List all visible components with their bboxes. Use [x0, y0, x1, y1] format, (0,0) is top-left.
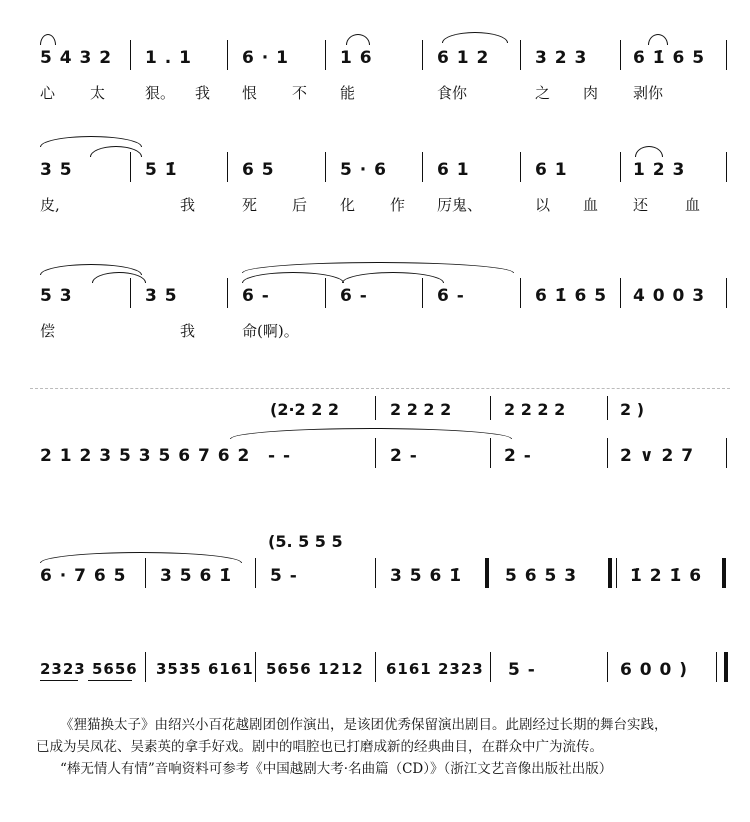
measure-4: 6 -	[340, 286, 368, 306]
lyric: 太	[90, 84, 106, 102]
barline	[607, 652, 608, 682]
barline	[490, 438, 491, 468]
slur	[40, 34, 56, 45]
slur	[342, 272, 444, 283]
final-barline	[724, 652, 728, 682]
measure-2: - -	[268, 446, 292, 466]
barline	[726, 152, 727, 182]
measure-3: 5656 1212	[266, 660, 364, 678]
barline	[726, 40, 727, 70]
barline	[227, 40, 228, 70]
measure-3: 5 -	[270, 566, 298, 586]
measure-1: 2 1 2 3 5 3 5 6 7 6 2	[40, 446, 251, 466]
lyric: 后	[292, 196, 308, 214]
slur	[242, 272, 344, 283]
barline	[130, 40, 131, 70]
footer-audio-reference: “棒无情人有情”音响资料可参考《中国越剧大考·名曲篇（CD）》（浙江文艺音像出版社出版）	[60, 761, 613, 777]
slur	[90, 146, 142, 157]
measure-6: 3 2 3	[535, 48, 588, 68]
barline	[716, 652, 717, 682]
lyric: 心	[40, 84, 56, 102]
measure-5: 2 ∨ 2 7	[620, 446, 695, 466]
slur	[442, 32, 508, 43]
barline	[726, 278, 727, 308]
barline	[520, 278, 521, 308]
barline	[520, 40, 521, 70]
lyric: 恨	[242, 84, 258, 102]
slur	[648, 34, 668, 45]
barline	[520, 152, 521, 182]
lyric: 剥你	[633, 84, 664, 102]
underline	[88, 680, 132, 681]
repeat-end	[608, 558, 612, 588]
measure-2: 3 5	[145, 286, 178, 306]
accompaniment: (5. 5 5 5	[268, 532, 343, 551]
accompaniment: 2 )	[620, 400, 645, 419]
measure-1: 5 4 3 2	[40, 48, 113, 68]
lyric: 作	[390, 196, 406, 214]
barline	[325, 40, 326, 70]
barline	[616, 558, 617, 588]
measure-3: 6 5	[242, 160, 275, 180]
measure-6: 6 1̇ 6 5	[535, 286, 608, 306]
accompaniment: 2 2 2 2	[390, 400, 452, 419]
measure-4: 1 6	[340, 48, 373, 68]
lyric: 能	[340, 84, 356, 102]
barline	[145, 652, 146, 682]
measure-1: 5 3	[40, 286, 73, 306]
barline	[607, 438, 608, 468]
footer-notes	[36, 714, 726, 780]
barline	[490, 652, 491, 682]
lyric: 死	[242, 196, 258, 214]
measure-7: 4 0 0 3	[633, 286, 706, 306]
measure-2: 3535 6161	[156, 660, 254, 678]
barline	[620, 152, 621, 182]
measure-2: 3 5 6 1̇	[160, 566, 233, 586]
lyric: 我	[180, 322, 196, 340]
lyric: 不	[292, 84, 308, 102]
lyric: 我	[180, 196, 196, 214]
barline	[375, 396, 376, 420]
measure-4: 2 -	[504, 446, 532, 466]
barline	[422, 152, 423, 182]
barline	[375, 652, 376, 682]
footer-paragraph-line: 《狸猫换太子》由绍兴小百花越剧团创作演出，是该团优秀保留演出剧目。此剧经过长期的舞台实践，	[60, 717, 668, 733]
lyric: 还	[633, 196, 649, 214]
barline	[422, 278, 423, 308]
lyric: 命(啊)。	[242, 322, 299, 340]
barline	[620, 278, 621, 308]
measure-5: 5 6 5 3	[505, 566, 578, 586]
measure-1: 6 · 7 6 5	[40, 566, 127, 586]
lyric: 血	[685, 196, 701, 214]
lyric: 食你	[437, 84, 468, 102]
lyric: 化	[340, 196, 356, 214]
measure-6: 6 1	[535, 160, 568, 180]
barline	[422, 40, 423, 70]
measure-4: 3 5 6 1̇	[390, 566, 463, 586]
lyric: 皮,	[40, 196, 60, 214]
underline	[40, 680, 78, 681]
lyric: 血	[583, 196, 599, 214]
accompaniment: (2·2 2 2	[270, 400, 340, 419]
barline	[255, 558, 256, 588]
slur	[40, 552, 242, 563]
lyric: 我	[195, 84, 211, 102]
barline	[227, 152, 228, 182]
barline	[375, 438, 376, 468]
measure-4: 5 · 6	[340, 160, 387, 180]
barline	[255, 652, 256, 682]
repeat-end	[722, 558, 726, 588]
barline	[130, 278, 131, 308]
measure-1: 3 5	[40, 160, 73, 180]
measure-3: 6 · 1	[242, 48, 289, 68]
lyric: 肉	[583, 84, 599, 102]
barline	[130, 152, 131, 182]
slur	[230, 428, 512, 439]
measure-5: 6 -	[437, 286, 465, 306]
measure-3: 6 -	[242, 286, 270, 306]
measure-6: 1̇ 2 1̇ 6	[630, 566, 703, 586]
measure-3: 2 -	[390, 446, 418, 466]
barline	[726, 438, 727, 468]
measure-1: 2323 5656	[40, 660, 138, 678]
barline	[620, 40, 621, 70]
measure-5: 6 1 2	[437, 48, 490, 68]
slur	[346, 34, 370, 45]
repeat-start	[485, 558, 489, 588]
barline	[145, 558, 146, 588]
measure-7: 1 2 3	[633, 160, 686, 180]
measure-7: 6 1̇ 6 5	[633, 48, 706, 68]
section-divider	[30, 388, 730, 389]
barline	[490, 396, 491, 420]
barline	[325, 152, 326, 182]
barline	[227, 278, 228, 308]
measure-5: 5 -	[508, 660, 536, 680]
slur	[40, 136, 142, 147]
accompaniment: 2 2 2 2	[504, 400, 566, 419]
lyric: 狠。	[145, 84, 176, 102]
measure-6: 6 0 0 )	[620, 660, 689, 680]
footer-paragraph-line: 已成为吴凤花、吴素英的拿手好戏。剧中的唱腔也已打磨成新的经典曲目，在群众中广为流传。	[36, 739, 603, 755]
measure-2: 1 . 1	[145, 48, 192, 68]
lyric: 厉鬼、	[437, 196, 483, 214]
lyric: 以	[535, 196, 551, 214]
measure-2: 5 1̇	[145, 160, 178, 180]
barline	[325, 278, 326, 308]
lyric: 偿	[40, 322, 56, 340]
barline	[375, 558, 376, 588]
measure-4: 6161 2323	[386, 660, 484, 678]
barline	[607, 396, 608, 420]
lyric: 之	[535, 84, 551, 102]
slur	[635, 146, 663, 157]
measure-5: 6 1	[437, 160, 470, 180]
